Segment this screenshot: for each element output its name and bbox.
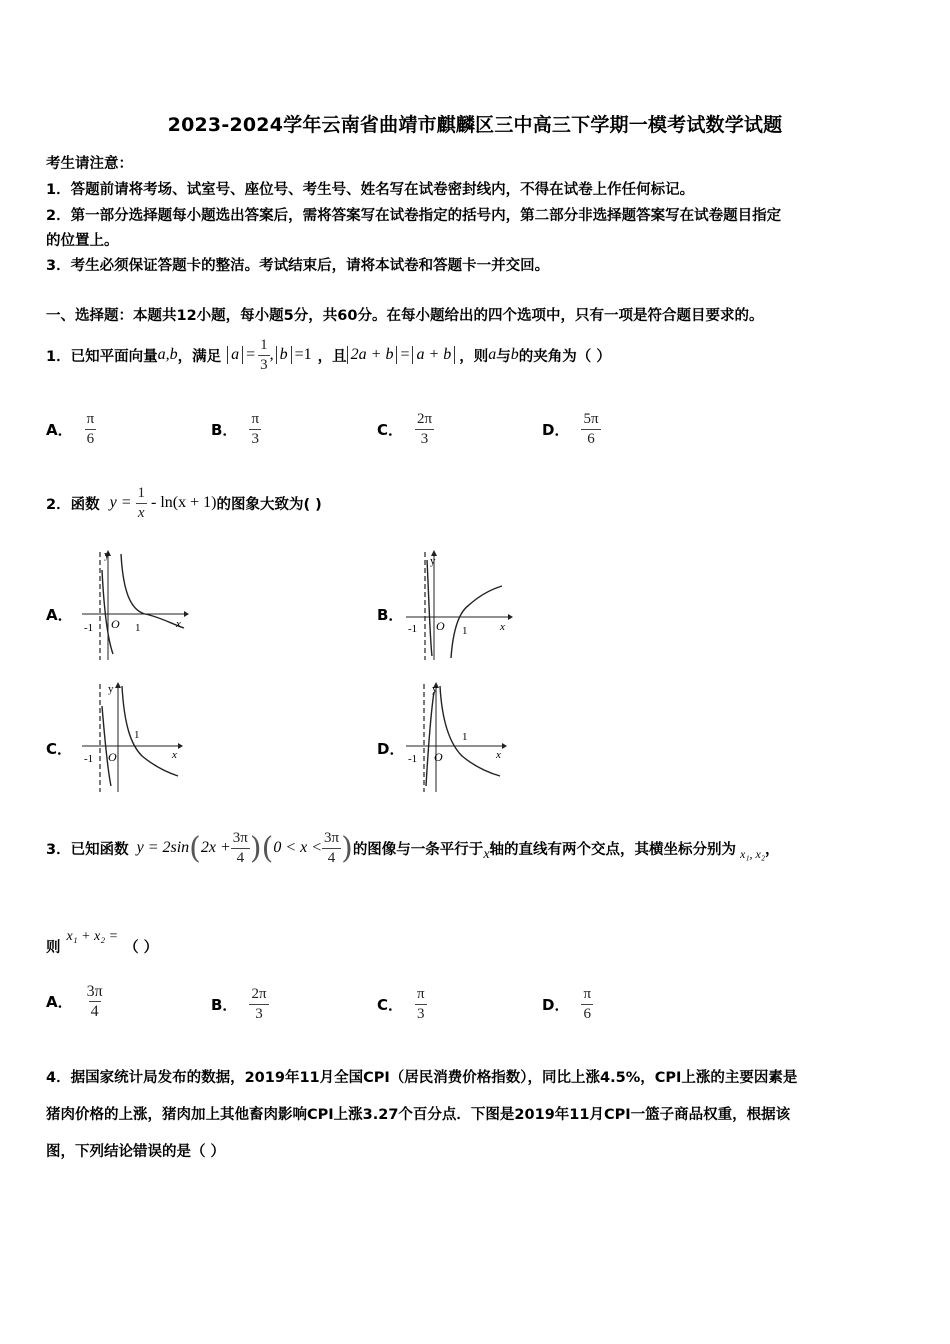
x-label: x: [496, 749, 501, 761]
q3-option-d-label: D．: [542, 996, 570, 1014]
origin-label: O: [436, 619, 445, 633]
q3-option-b-label: B．: [211, 996, 238, 1014]
curve-right: [451, 586, 502, 658]
q2-y: y =: [109, 494, 132, 511]
q3-domain: 0 < x <: [273, 839, 323, 856]
q3-option-d-num: π: [581, 985, 593, 1005]
q1-option-a-value: [85, 410, 97, 449]
notice-item-3: 3．考生必须保证答题卡的整洁。考试结束后，请将本试卷和答题卡一并交回。: [46, 258, 550, 274]
q1-option-b[interactable]: [211, 410, 261, 449]
q1-var-b: b: [510, 346, 519, 363]
y-label: y: [108, 683, 114, 695]
y-label: y: [430, 555, 436, 567]
x-axis-arrow-icon: [184, 611, 189, 617]
q2-prefix: 2．函数: [46, 496, 100, 513]
q2-graph-b: [404, 550, 514, 662]
q1-option-c-value: [415, 410, 434, 449]
q1-mid: ，满足: [177, 348, 222, 365]
q3-option-b-den: 3: [255, 1006, 263, 1022]
q1-option-d[interactable]: [542, 410, 601, 449]
q3-option-d[interactable]: [542, 985, 593, 1024]
q3-option-c-num: π: [415, 985, 427, 1005]
q1-with: 与: [496, 348, 511, 365]
q3-domain-paren-open: (: [261, 830, 274, 866]
q1-fraction: [258, 336, 270, 375]
q3-fraction-1-den: 4: [236, 849, 245, 866]
q1-var-a: a: [488, 346, 497, 363]
q1-option-b-value: [249, 410, 261, 449]
q3-mid2: 轴的直线有两个交点，其横坐标分别为: [489, 841, 737, 858]
q3-option-b[interactable]: [211, 985, 269, 1024]
q2-option-b[interactable]: B．: [377, 606, 404, 624]
q3-option-a-value: [85, 982, 105, 1021]
q3-option-b-value: [249, 985, 268, 1024]
notice-item-1: 1．答题前请将考场、试室号、座位号、考生号、姓名写在试卷密封线内，不得在试卷上作任何标记。: [46, 182, 695, 198]
q3-option-d-den: 6: [583, 1006, 591, 1022]
q3-option-d-value: [581, 985, 593, 1024]
q3-option-a[interactable]: [46, 982, 105, 1021]
q2-fraction-num: 1: [136, 484, 148, 504]
neg1-label: -1: [84, 622, 94, 634]
q3-option-a-num: 3π: [86, 983, 103, 1000]
x-label: x: [172, 749, 177, 761]
q3-sum: x₁ + x₂ =: [66, 929, 119, 944]
q2-option-a[interactable]: A．: [46, 606, 73, 624]
q1-abs-2a-plus-b: 2a + b: [347, 346, 398, 364]
q3-paren: （ ）: [124, 939, 159, 956]
q1-option-d-value: [581, 410, 600, 449]
curve-left: [427, 560, 432, 656]
q1-option-a-den: 6: [86, 431, 95, 447]
q1-prefix: 1．已知平面向量: [46, 348, 158, 365]
q3-fraction-2-num: 3π: [322, 829, 341, 849]
q3-x: x: [483, 847, 490, 862]
q1-fraction-num: 1: [258, 336, 270, 356]
q1-comma: ,: [269, 346, 274, 363]
q3-option-a-label: A．: [46, 993, 73, 1011]
q1-suffix: 的夹角为（ ）: [518, 348, 611, 365]
q1-option-c-num: 2π: [415, 410, 434, 430]
q3-fraction-2: [322, 829, 341, 868]
y-label: y: [104, 550, 110, 561]
q3-option-c-label: C．: [377, 996, 404, 1014]
neg1-label: -1: [408, 623, 418, 635]
y-label: y: [432, 683, 438, 695]
q1-equals-2: =: [400, 346, 410, 363]
q3-fraction-1: [231, 829, 250, 868]
q1-abs-a: a: [227, 346, 243, 364]
q3-comma: ，: [765, 841, 780, 858]
q3-option-a-den: 4: [90, 1003, 99, 1020]
q1-option-d-den: 6: [587, 431, 595, 447]
one-label: 1: [135, 622, 141, 634]
q1-option-b-label: B．: [211, 421, 238, 439]
notice-heading: 考生请注意：: [46, 156, 133, 172]
q4-line-2: 猪肉价格的上涨，猪肉加上其他畜肉影响CPI上涨3.27个百分点．下图是2019年11月CPI一篮子商品权重，根据该: [46, 1107, 791, 1123]
q2-graph-c: [80, 682, 190, 794]
q1-option-a-label: A．: [46, 421, 73, 439]
q3-x1x2: x₁, x₂: [740, 846, 766, 861]
q3-option-b-num: 2π: [249, 985, 268, 1005]
q1-and: ，且: [317, 348, 347, 365]
one-label: 1: [462, 625, 468, 637]
q3-prefix: 3．已知函数: [46, 841, 129, 858]
one-label: 1: [462, 731, 468, 743]
q1-then: ，则: [459, 348, 489, 365]
q2-option-d[interactable]: D．: [377, 740, 405, 758]
q1-option-c-label: C．: [377, 421, 404, 439]
q3-option-c-value: [415, 985, 427, 1024]
q1-equals-one: =1: [294, 346, 312, 363]
x-axis-arrow-icon: [502, 743, 507, 749]
y-axis-arrow-icon: [115, 682, 121, 688]
q2-rest: - ln(x + 1): [151, 494, 217, 511]
x-label: x: [176, 618, 181, 630]
x-label: x: [500, 621, 505, 633]
q2-suffix: 的图象大致为( ): [216, 496, 322, 513]
q3-paren-open: (: [189, 830, 201, 866]
q1-option-a[interactable]: [46, 410, 96, 449]
question-1: [46, 330, 611, 380]
q1-fraction-den: 3: [260, 356, 268, 373]
notice-item-2-cont: 的位置上。: [46, 233, 119, 249]
q2-fraction-den: x: [137, 504, 145, 521]
q1-option-c-den: 3: [420, 431, 429, 447]
q3-func-b: 2x +: [200, 839, 231, 856]
q3-option-c[interactable]: [377, 985, 427, 1024]
q3-fraction-2-den: 4: [327, 849, 336, 866]
curve-right: [440, 686, 500, 776]
one-label: 1: [134, 729, 140, 741]
curve-right: [122, 686, 178, 776]
q3-line-2: [46, 922, 158, 958]
notice-item-2: 2．第一部分选择题每小题选出答案后，需将答案写在试卷指定的括号内，第二部分非选择题答案写在试卷题目指定: [46, 208, 782, 224]
origin-label: O: [111, 617, 120, 631]
q1-abs-a-plus-b: a + b: [412, 346, 455, 364]
q3-then: 则: [46, 939, 61, 956]
q1-condition-1: [227, 336, 312, 375]
curve-right: [121, 554, 184, 628]
q2-fraction: [136, 484, 148, 523]
exam-title: 2023-2024学年云南省曲靖市麒麟区三中高三下学期一模考试数学试题: [167, 114, 783, 136]
q2-option-c[interactable]: C．: [46, 740, 73, 758]
q3-func-a: y = 2sin: [136, 839, 190, 856]
origin-label: O: [434, 750, 443, 764]
neg1-label: -1: [84, 753, 94, 765]
question-3: [46, 820, 780, 876]
q4-line-1: 4．据国家统计局发布的数据，2019年11月全国CPI（居民消费价格指数），同比上涨4.5%，CPI上涨的主要因素是: [46, 1070, 798, 1086]
q1-abs-b: b: [276, 346, 292, 364]
x-axis-arrow-icon: [508, 614, 513, 620]
q3-domain-paren-close: ): [341, 830, 353, 866]
x-axis-arrow-icon: [178, 743, 183, 749]
q1-option-d-num: 5π: [581, 410, 600, 430]
q1-option-b-num: π: [249, 410, 261, 430]
q2-graph-d: [404, 682, 514, 794]
neg1-label: -1: [408, 753, 418, 765]
question-2: [46, 478, 322, 528]
q3-mid: 的图像与一条平行于: [352, 841, 484, 858]
q1-vars: a,b: [157, 346, 178, 363]
q3-option-c-den: 3: [417, 1006, 425, 1022]
q3-fraction-1-num: 3π: [231, 829, 250, 849]
section-heading: 一、选择题：本题共12小题，每小题5分，共60分。在每小题给出的四个选项中，只有一项是符合题目要求的。: [46, 308, 764, 324]
q1-option-b-den: 3: [251, 431, 259, 447]
q1-option-a-num: π: [85, 410, 97, 430]
q4-line-3: 图，下列结论错误的是（ ）: [46, 1144, 226, 1160]
q1-option-d-label: D．: [542, 421, 570, 439]
q3-paren-close: ): [249, 830, 262, 866]
q1-equals: =: [246, 346, 256, 363]
q2-graph-a: [80, 550, 190, 662]
origin-label: O: [108, 750, 117, 764]
curve-left: [426, 692, 434, 786]
q1-option-c[interactable]: [377, 410, 434, 449]
